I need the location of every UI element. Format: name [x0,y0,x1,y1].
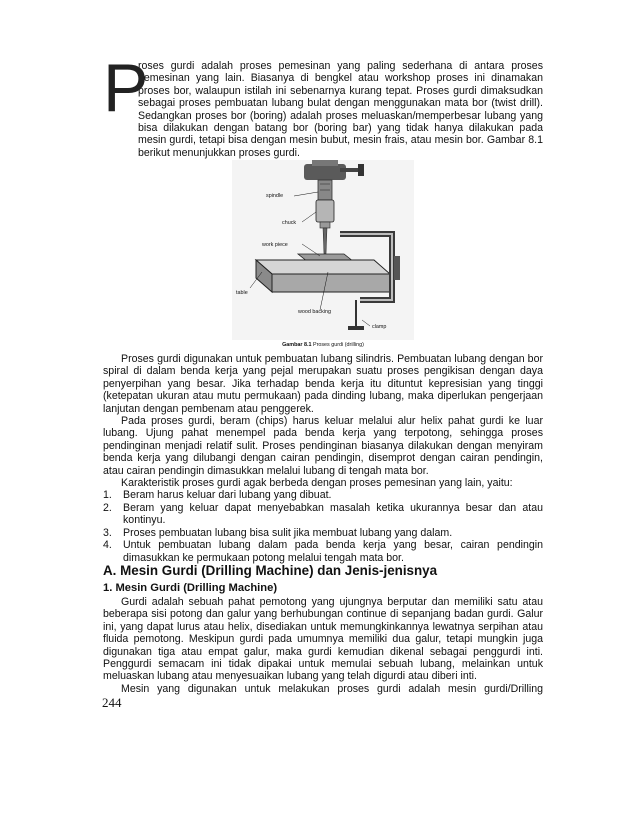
list-item [103,539,543,564]
page-number: 244 [102,695,122,710]
list-text: Untuk pembuatan lubang dalam pada benda kerja yang besar, cairan pendingin dimasukkan ke permukaan potong melalui tengah mata bor. [123,539,543,564]
label-wood-backing: wood backing [298,309,331,315]
list-item [103,502,543,527]
characteristics-list [103,489,543,563]
figure-caption [232,342,414,348]
paragraph: Karakteristik proses gurdi agak berbeda dengan proses pemesinan yang lain, yaitu: [121,477,513,490]
drilling-illustration [232,160,414,340]
figure-drilling-process [232,160,414,350]
list-number: 2. [103,501,112,514]
label-table: table [236,290,248,296]
list-number: 1. [103,489,112,502]
list-number: 4. [103,539,112,552]
paragraph: Pada proses gurdi, beram (chips) harus keluar melalui alur helix pahat gurdi ke luar lubang. Ujung pahat menempel pada benda kerja yang terpotong, sehingga proses pendinginan menjadi relatif sulit. Proses pendinginan biasanya dilakukan dengan menyiram benda kerja yang dilubangi dengan cairan pendingin, disemprot dengan cairan pendingin, atau cairan pendingin dimasukkan melalui lubang di tengah mata bor. [103,415,543,477]
caption-label: Gambar 8.1 [282,342,312,348]
paragraph: Proses gurdi digunakan untuk pembuatan lubang silindris. Pembuatan lubang dengan bor spiral di dalam benda kerja yang pejal merupakan suatu proses pengikisan dengan daya penyerpihan yang besar. Jika terhadap benda kerja itu dituntut kepresisian yang tinggi (ketepatan ukuran atau mutu permukaan) pada dinding lubang, maka diperlukan pengerjaan lanjutan dengan pembenam atau penggerek. [103,353,543,415]
body-section-2 [103,596,543,695]
paragraph: Gurdi adalah sebuah pahat pemotong yang ujungnya berputar dan memiliki satu atau beberapa sisi potong dan galur yang berhubungan continue di sepanjang badan gurdi. Galur ini, yang dapat lurus atau helix, disediakan untuk memungkinkannya lewatnya serpihan atau fluida pemotong. Meskipun gurdi pada umumnya memiliki dua galur, tetapi mungkin juga digunakan tiga atau empat galur, maka gurdi kemudian dikenal sebagai penggurdi inti. Penggurdi semacam ini tidak dipakai untuk memulai sebuah lubang, melainkan untuk meluaskan lubang atau menyesuaikan lubang yang telah digurdi atau diberi inti. [103,596,543,683]
list-item [103,489,543,501]
caption-text: Proses gurdi (drilling) [312,342,364,348]
label-spindle: spindle [266,193,284,199]
list-text: Proses pembuatan lubang bisa sulit jika membuat lubang yang dalam. [123,526,453,539]
list-number: 3. [103,526,112,539]
list-item [103,527,543,539]
section-heading: A. Mesin Gurdi (Drilling Machine) dan Jenis-jenisnya [103,563,438,578]
list-text: Beram yang keluar dapat menyebabkan masalah ketika ukurannya besar dan atau kontinyu. [123,501,543,527]
drop-cap: P [103,50,149,126]
label-work-piece: work piece [262,242,288,248]
label-chuck: chuck [282,220,297,226]
paragraph: Mesin yang digunakan untuk melakukan proses gurdi adalah mesin gurdi/Drilling [121,682,543,695]
body-section-1 [103,353,543,564]
intro-text: roses gurdi adalah proses pemesinan yang paling sederhana di antara proses pemesinan yang lain. Biasanya di bengkel atau workshop proses ini dinamakan proses bor, walaupun istilah ini sebenarnya kurang tepat. Proses gurdi dimaksudkan sebagai proses pembuatan lubang bulat dengan menggunakan mata bor (twist drill). Sedangkan proses bor (boring) adalah proses meluaskan/memperbesar lubang yang bisa dilakukan dengan batang bor (boring bar) yang tidak hanya dilakukan pada mesin gurdi, tetapi bisa dengan mesin bubut, mesin frais, atau mesin bor. Gambar 8.1 berikut menunjukkan proses gurdi. [138,60,543,159]
subsection-heading: 1. Mesin Gurdi (Drilling Machine) [103,582,278,594]
list-text: Beram harus keluar dari lubang yang dibuat. [123,489,332,502]
label-clamp: clamp [372,324,387,330]
intro-paragraph [103,50,543,159]
